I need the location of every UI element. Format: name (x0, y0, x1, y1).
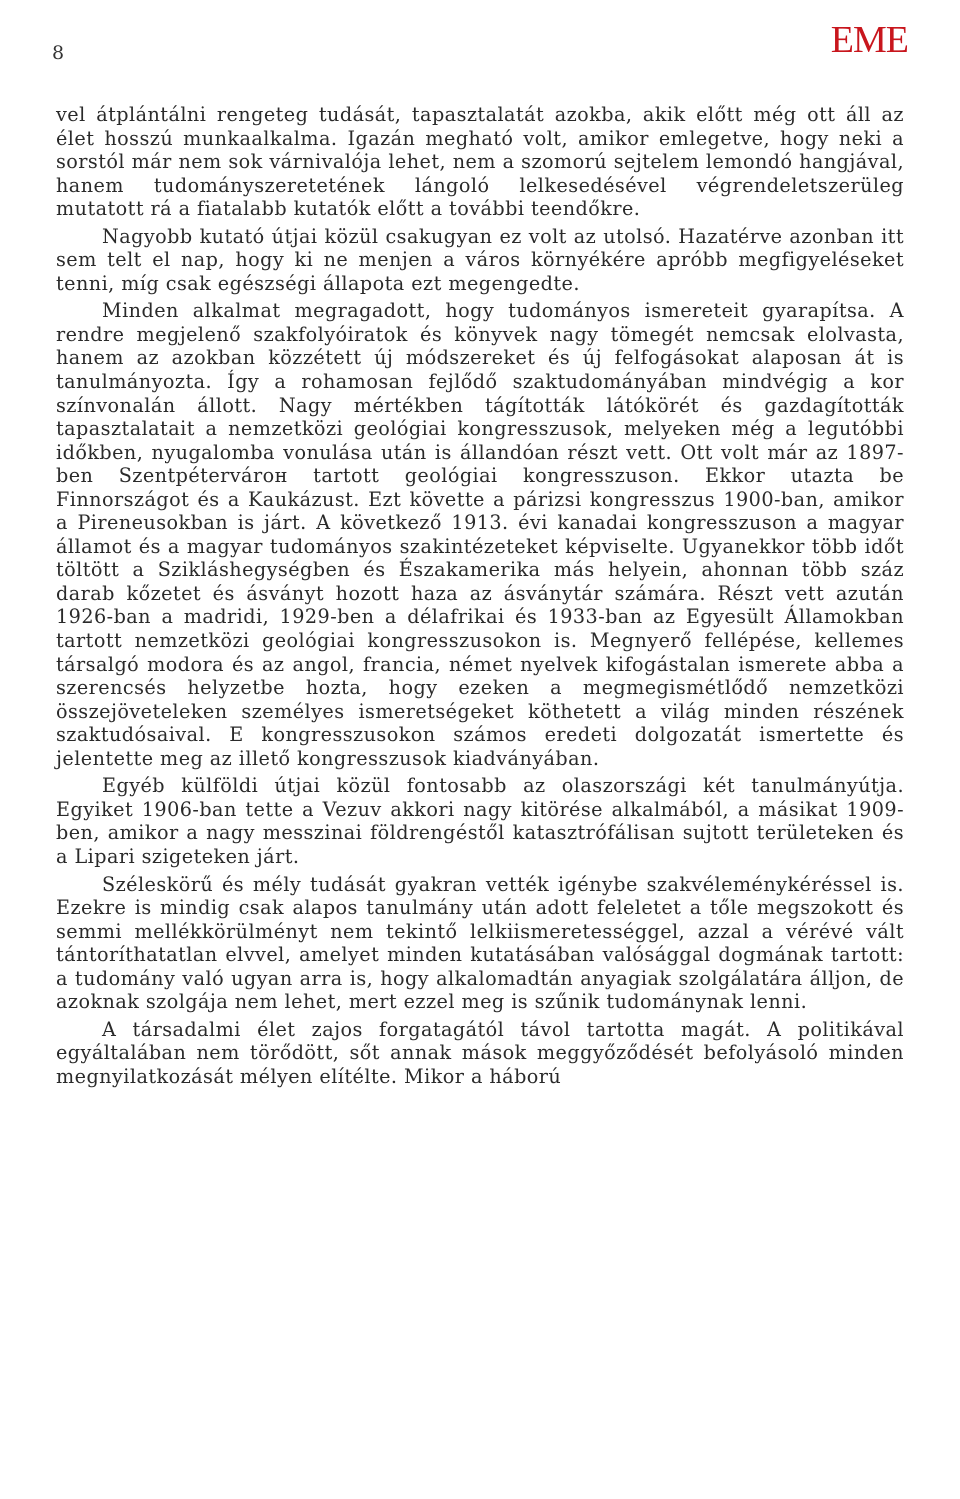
page-number: 8 (52, 42, 65, 64)
paragraph: Minden alkalmat megragadott, hogy tudományos ismereteit gyarapítsa. A rendre megjelenő szakfolyóiratok és könyvek nagy tömegét nemcsak elolvasta, hanem az azokban közzétett új módszereket és új felfogásokat alaposan át is tanulmányozta. Így a rohamosan fejlődő szaktudományában mindvégig a kor színvonalán állott. Nagy mértékben tágították látókörét és gazdagították tapasztalatait a nemzetközi geológiai kongresszusok, melyeken még a legutóbbi időkben, nyugalomba vonulása után is állandóan részt vett. Ott volt már az 1897-ben Szentpétervárон tartott geológiai kongresszuson. Ekkor utazta be Finnországot és a Kaukázust. Ezt követte a párizsi kongresszus 1900-ban, amikor a Pireneusokban is járt. A következő 1913. évi kanadai kongresszuson a magyar államot és a magyar tudományos szakintézeteket képviselte. Ugyanekkor több időt töltött a Szikláshegységben és Északamerika más helyein, ahonnan több száz darab kőzetet és ásványt hozott haza az ásványtár számára. Részt vett azután 1926-ban a madridi, 1929-ben a délafrikai és 1933-ban az Egyesült Államokban tartott nemzetközi geológiai kongresszusokon is. Megnyerő fellépése, kellemes társalgó modora és az angol, francia, német nyelvek kifogástalan ismerete abba a szerencsés helyzetbe hozta, hogy ezeken a megmegismétlődő nemzetközi összejöveteleken személyes ismeretségeket köthetett a világ minden részének szaktudósaival. E kongresszusokon számos eredeti dolgozatát ismertette és jelentette meg az illető kongresszusok kiadványában. (56, 299, 904, 770)
body-text (56, 103, 904, 1088)
paragraph: A társadalmi élet zajos forgatagától távol tartotta magát. A politikával egyáltalában nem törődött, sőt annak mások meggyőződését befolyásoló minden megnyilatkozását mélyen elítélte. Mikor a háború (56, 1017, 904, 1088)
paragraph: Széleskörű és mély tudását gyakran vették igénybe szakvéleménykéréssel is. Ezekre is mindig csak alapos tanulmány után adott feleletet a tőle megszokott és semmi mellékkörülményt nem tekintő lelkiismeretességgel, azzal a vérévé vált tántoríthatatlan elvvel, amelyet minden kutatásában valósággal dogmának tartott: a tudomány való ugyan arra is, hogy alkalomadtán anyagiak szolgálatára álljon, de azoknak szolgája nem lehet, mert ezzel meg is szűnik tudománynak lenni. (56, 872, 904, 1014)
eme-logo: EME (830, 19, 908, 61)
paragraph: Egyéb külföldi útjai közül fontosabb az olaszországi két tanulmányútja. Egyiket 1906-ban tette a Vezuv akkori nagy kitörése alkalmából, a másikat 1909-ben, amikor a nagy messzinai földrengéstől katasztrófálisan sujtott területeken és a Lipari szigeteken járt. (56, 774, 904, 868)
paragraph: Nagyobb kutató útjai közül csakugyan ez volt az utolsó. Hazatérve azonban itt sem telt el nap, hogy ki ne menjen a város környékére apróbb megfigyeléseket tenni, míg csak egészségi állapota ezt megengedte. (56, 224, 904, 295)
paragraph-continued: vel átplántálni rengeteg tudását, tapasztalatát azokba, akik előtt még ott áll az élet hosszú munkaalkalma. Igazán megható volt, amikor emlegetve, hogy neki a sorstól már nem sok várnivalója lehet, nem a szomorú sejtelem lemondó hangjával, hanem tudományszeretetének lángoló lelkesedésével végrendeletszerüleg mutatott rá a fiatalabb kutatók előtt a további teendőkre. (56, 103, 904, 221)
